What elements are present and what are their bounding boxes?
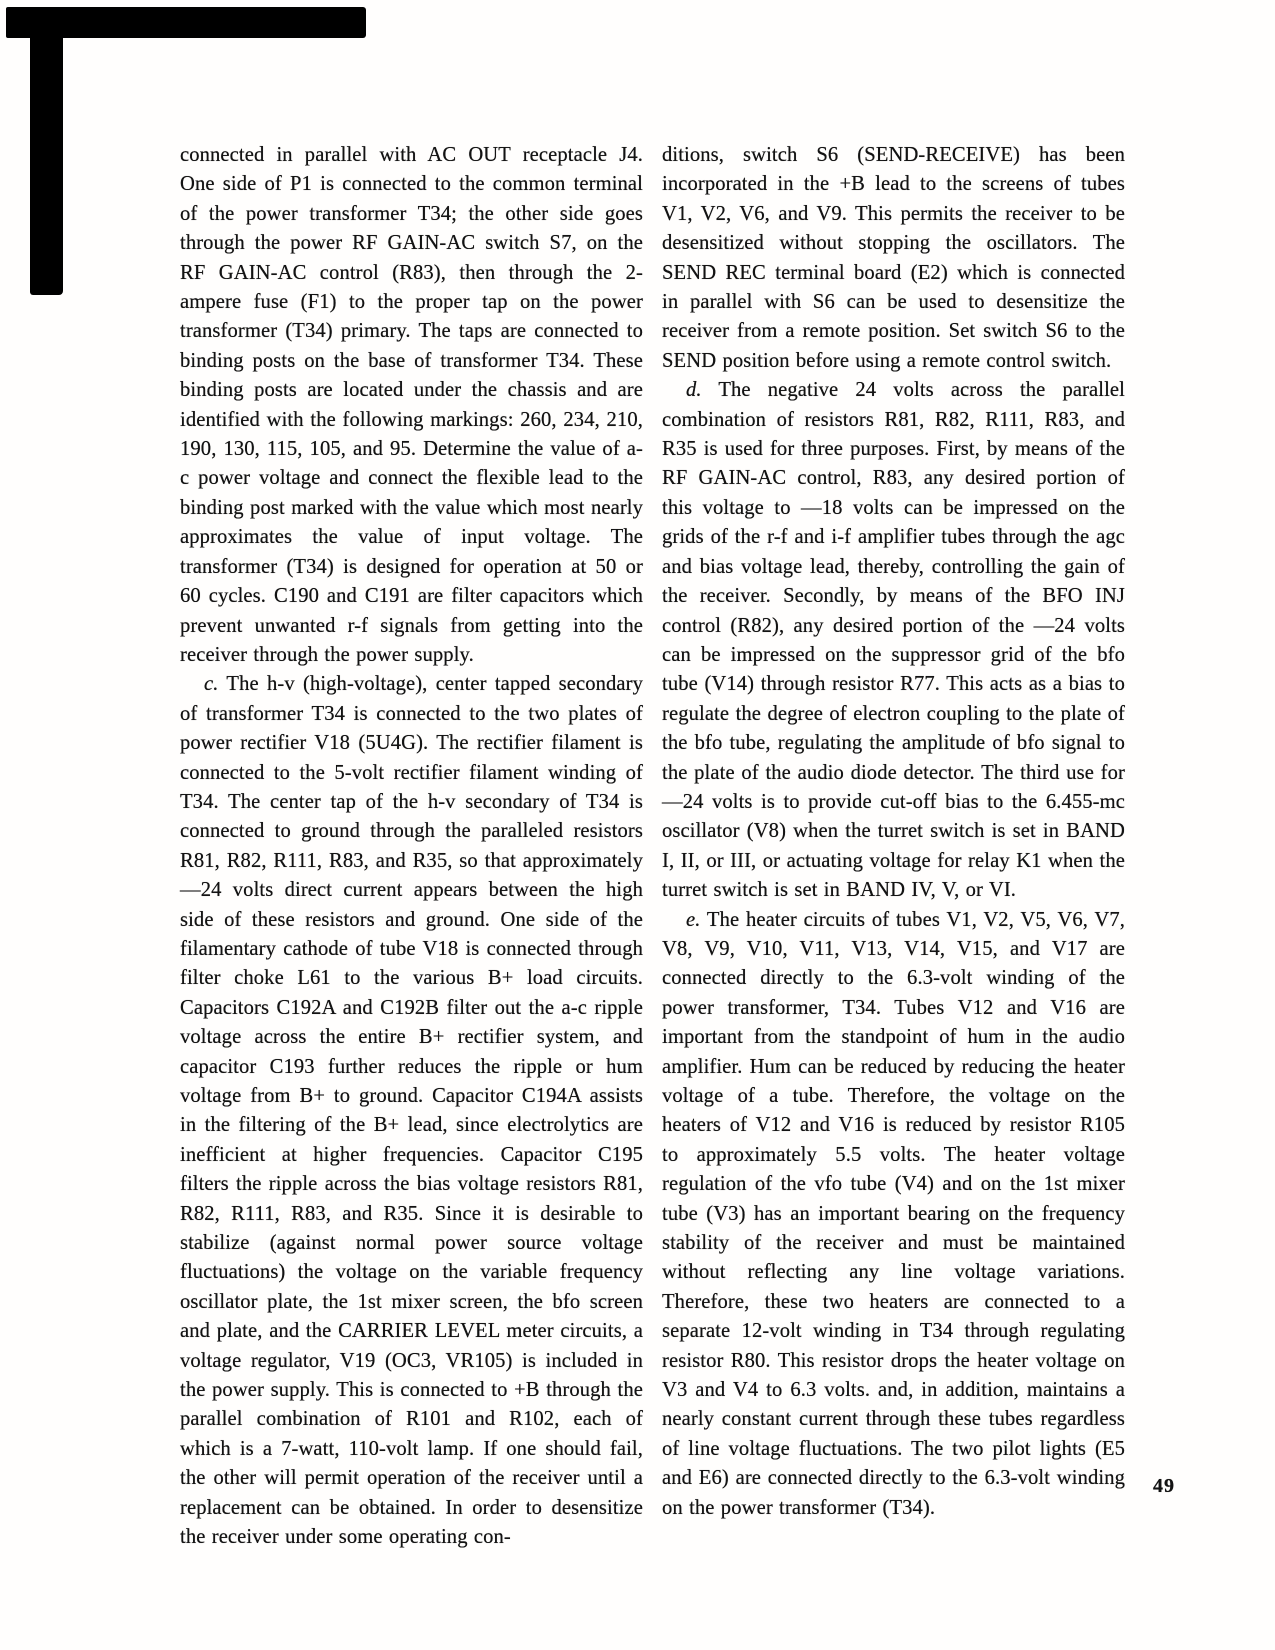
scan-artifact-left-bar: [30, 7, 63, 295]
paragraph-continuation-right: ditions, switch S6 (SEND-RECEIVE) has been incorporated in the +B lead to the screens of tubes V1, V2, V6, and V9. This permits the receiver to be desensitized without stopping the oscillators. The SEND REC terminal board (E2) which is connected in parallel with S6 can be used to desensitize the receiver from a remote position. Set switch S6 to the SEND position before using a remote control switch.: [662, 144, 1125, 372]
page-content: [180, 141, 1126, 1553]
paragraph-c-text: The h-v (high-voltage), center tapped secondary of transformer T34 is connected to the two plates of power rectifier V18 (5U4G). The rectifier filament is connected to the 5-volt rectifier filament winding of T34. The center tap of the h-v secondary of T34 is connected to ground through the paralleled resistors R81, R82, R111, R83, and R35, so that approximately —24 volts direct current appears between the high side of these resistors and ground. One side of the filamentary cathode of tube V18 is connected through filter choke L61 to the various B+ load circuits. Capacitors C192A and C192B filter out the a-c ripple voltage across the entire B+ rectifier system, and capacitor C193 further reduces the ripple or hum voltage from B+ to ground. Capacitor C194A assists in the filtering of the B+ lead, since electrolytics are inefficient at higher frequencies. Capacitor C195 filters the ripple across the bias voltage resistors R81, R82, R111, R83, and R35. Since it is desirable to stabilize (against normal power source voltage fluctuations) the voltage on the variable frequency oscillator plate, the 1st mixer screen, the bfo screen and plate, and the CARRIER LEVEL meter circuits, a voltage regulator, V19 (OC3, VR105) is included in the power supply. This is connected to +B through the parallel combination of R101 and R102, each of which is a 7-watt, 110-volt lamp. If one should fail, the other will permit operation of the receiver until a replacement can be obtained. In order to desensitize the receiver under some operating con-: [180, 673, 643, 1549]
page-number: 49: [1153, 1475, 1175, 1497]
column-right: [662, 141, 1125, 1553]
paragraph-letter-d: d.: [686, 379, 702, 402]
paragraph-d-text: The negative 24 volts across the parallel combination of resistors R81, R82, R111, R83, and R35 is used for three purposes. First, by means of the RF GAIN-AC control, R83, any desired portion of this voltage to —18 volts can be impressed on the grids of the r-f and i-f amplifier tubes through the agc and bias voltage lead, thereby, controlling the gain of the receiver. Secondly, by means of the BFO INJ control (R82), any desired portion of the —24 volts can be impressed on the suppressor grid of the bfo tube (V14) through resistor R77. This acts as a bias to regulate the degree of electron coupling to the plate of the bfo tube, regulating the amplitude of bfo signal to the plate of the audio diode detector. The third use for —24 volts is to provide cut-off bias to the 6.455-mc oscillator (V8) when the turret switch is set in BAND I, II, or III, or actuating voltage for relay K1 when the turret switch is set in BAND IV, V, or VI.: [662, 379, 1125, 902]
paragraph-d: [662, 376, 1125, 905]
paragraph-e-text: The heater circuits of tubes V1, V2, V5, V6, V7, V8, V9, V10, V11, V13, V14, V15, and V17 are connected directly to the 6.3-volt winding of the power transformer, T34. Tubes V12 and V16 are important from the standpoint of hum in the audio amplifier. Hum can be reduced by reducing the heater voltage of a tube. Therefore, the voltage on the heaters of V12 and V16 is reduced by resistor R105 to approximately 5.5 volts. The heater voltage regulation of the vfo tube (V4) and on the 1st mixer tube (V3) has an important bearing on the frequency stability of the receiver and must be maintained without reflecting any line voltage variations. Therefore, these two heaters are connected to a separate 12-volt winding in T34 through regulating resistor R80. This resistor drops the heater voltage on V3 and V4 to 6.3 volts. and, in addition, maintains a nearly constant current through these tubes regardless of line voltage fluctuations. The two pilot lights (E5 and E6) are connected directly to the 6.3-volt winding on the power transformer (T34).: [662, 908, 1125, 1519]
column-left: [180, 141, 643, 1553]
paragraph-c: [180, 670, 643, 1552]
paragraph-e: [662, 906, 1125, 1524]
paragraph-letter-c: c.: [204, 673, 219, 696]
paragraph-letter-e: e.: [686, 908, 701, 931]
paragraph-continuation-left: connected in parallel with AC OUT receptacle J4. One side of P1 is connected to the common terminal of the power transformer T34; the other side goes through the power RF GAIN-AC switch S7, on the RF GAIN-AC control (R83), then through the 2-ampere fuse (F1) to the proper tap on the power transformer (T34) primary. The taps are connected to binding posts on the base of transformer T34. These binding posts are located under the chassis and are identified with the following markings: 260, 234, 210, 190, 130, 115, 105, and 95. Determine the value of a-c power voltage and connect the flexible lead to the binding post marked with the value which most nearly approximates the value of input voltage. The transformer (T34) is designed for operation at 50 or 60 cycles. C190 and C191 are filter capacitors which prevent unwanted r-f signals from getting into the receiver through the power supply.: [180, 144, 643, 666]
